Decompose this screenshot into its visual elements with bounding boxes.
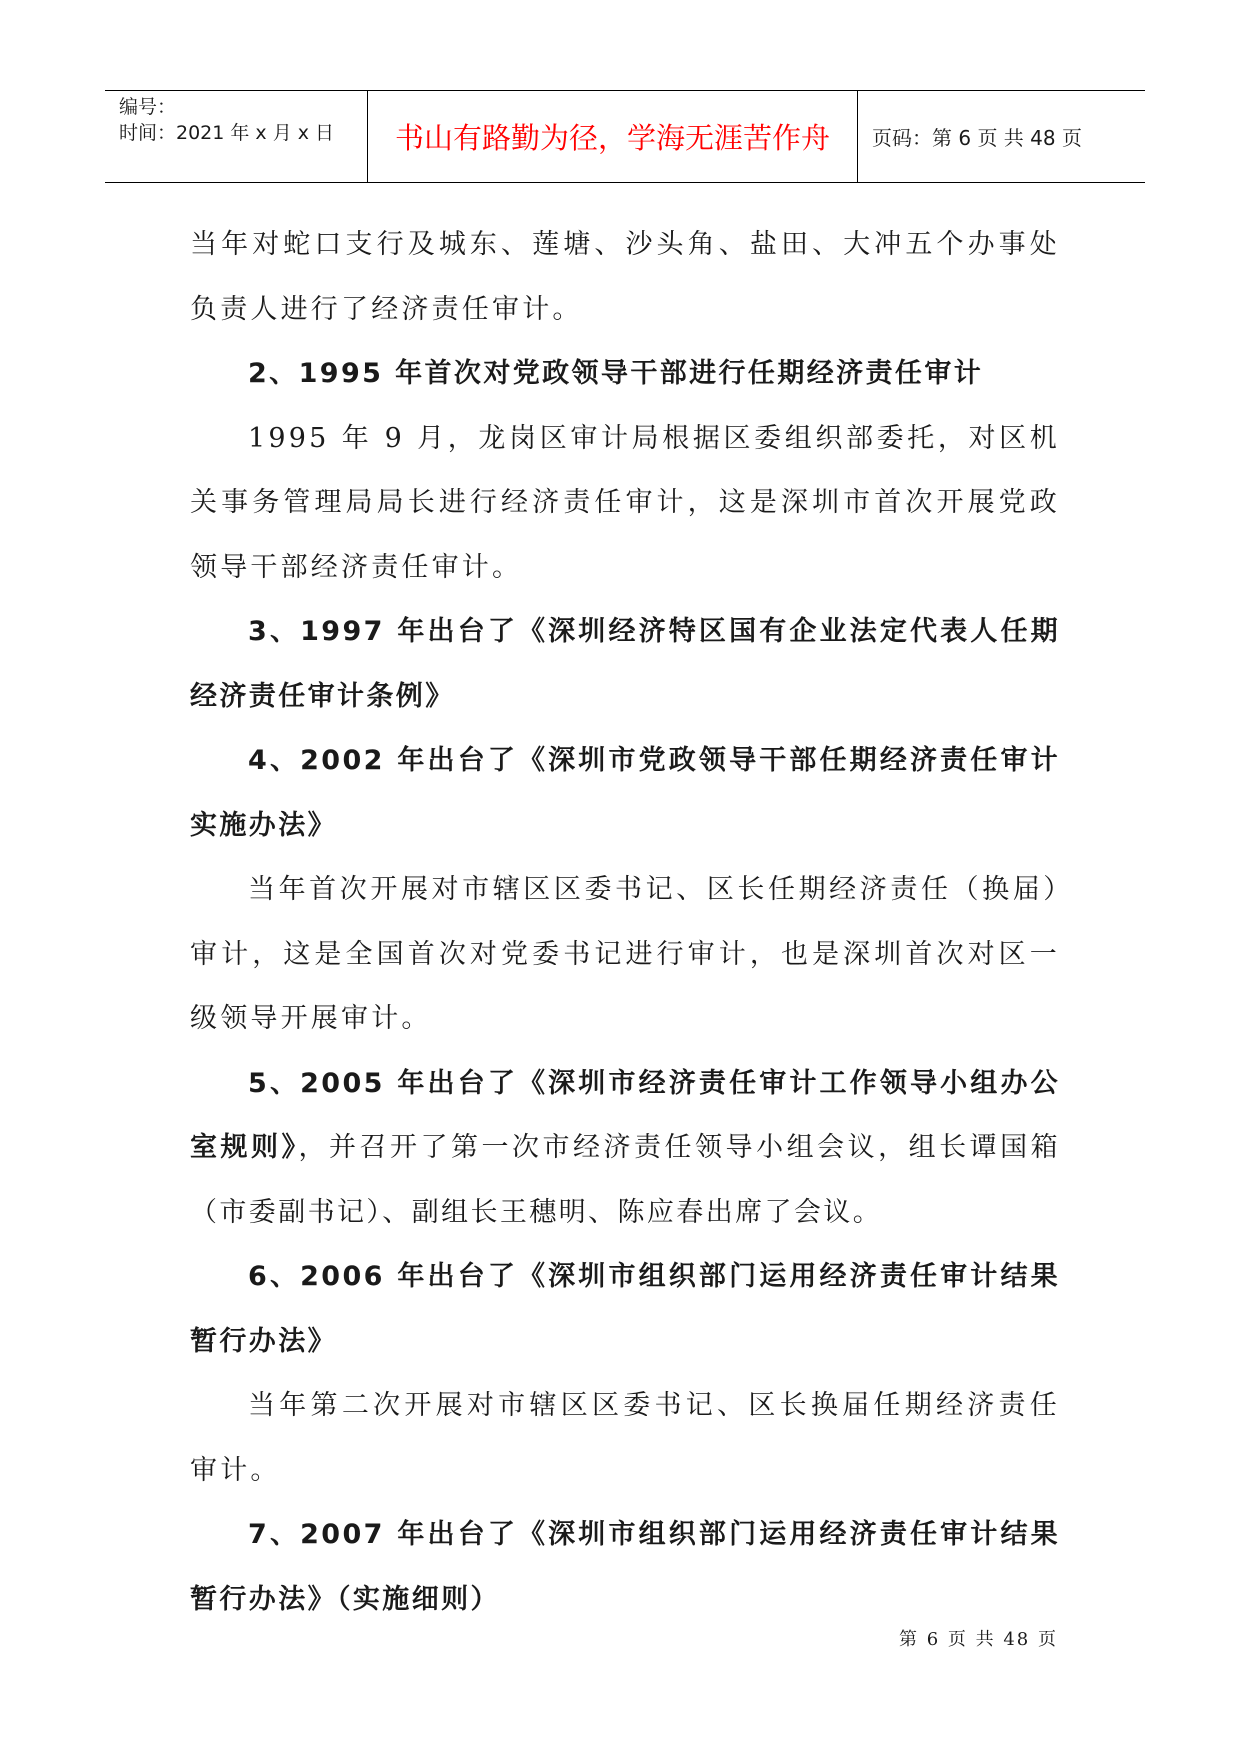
heading-text: 5、2005 年出台了《深圳市经济责任审计工作领导小组办公室规则》 <box>190 1067 1060 1163</box>
section-heading: 7、2007 年出台了《深圳市组织部门运用经济责任审计结果暂行办法》（实施细则） <box>190 1519 1060 1615</box>
section-heading: 6、2006 年出台了《深圳市组织部门运用经济责任审计结果暂行办法》 <box>190 1261 1060 1357</box>
time-label: 时间：2021 年 x 月 x 日 <box>119 122 335 144</box>
paragraph: 当年首次开展对市辖区区委书记、区长任期经济责任（换届）审计，这是全国首次对党委书记进行审计，也是深圳首次对区一级领导开展审计。 <box>190 874 1060 1034</box>
page-header <box>105 90 1145 183</box>
section-heading: 3、1997 年出台了《深圳经济特区国有企业法定代表人任期经济责任审计条例》 <box>190 616 1060 712</box>
heading-tail-text: ，并召开了第一次市经济责任领导小组会议，组长谭国箱（市委副书记）、副组长王穗明、陈应春出席了会议。 <box>190 1132 1060 1228</box>
paragraph: 1995 年 9 月，龙岗区审计局根据区委组织部委托，对区机关事务管理局局长进行经济责任审计，这是深圳市首次开展党政领导干部经济责任审计。 <box>190 422 1060 583</box>
section-heading: 4、2002 年出台了《深圳市党政领导干部任期经济责任审计实施办法》 <box>190 745 1060 841</box>
document-body <box>190 213 1060 1632</box>
header-meta <box>105 91 367 182</box>
paragraph: 当年对蛇口支行及城东、莲塘、沙头角、盐田、大冲五个办事处负责人进行了经济责任审计。 <box>190 229 1060 325</box>
header-page-label: 页码：第 6 页 共 48 页 <box>872 126 1082 150</box>
section-heading: 2、1995 年首次对党政领导干部进行任期经济责任审计 <box>248 358 984 389</box>
number-label: 编号： <box>119 96 177 118</box>
section-heading <box>190 1052 1060 1246</box>
page-footer: 第 6 页 共 48 页 <box>899 1629 1058 1650</box>
header-motto: 书山有路勤为径，学海无涯苦作舟 <box>394 121 830 155</box>
paragraph: 当年第二次开展对市辖区区委书记、区长换届任期经济责任审计。 <box>190 1390 1060 1486</box>
